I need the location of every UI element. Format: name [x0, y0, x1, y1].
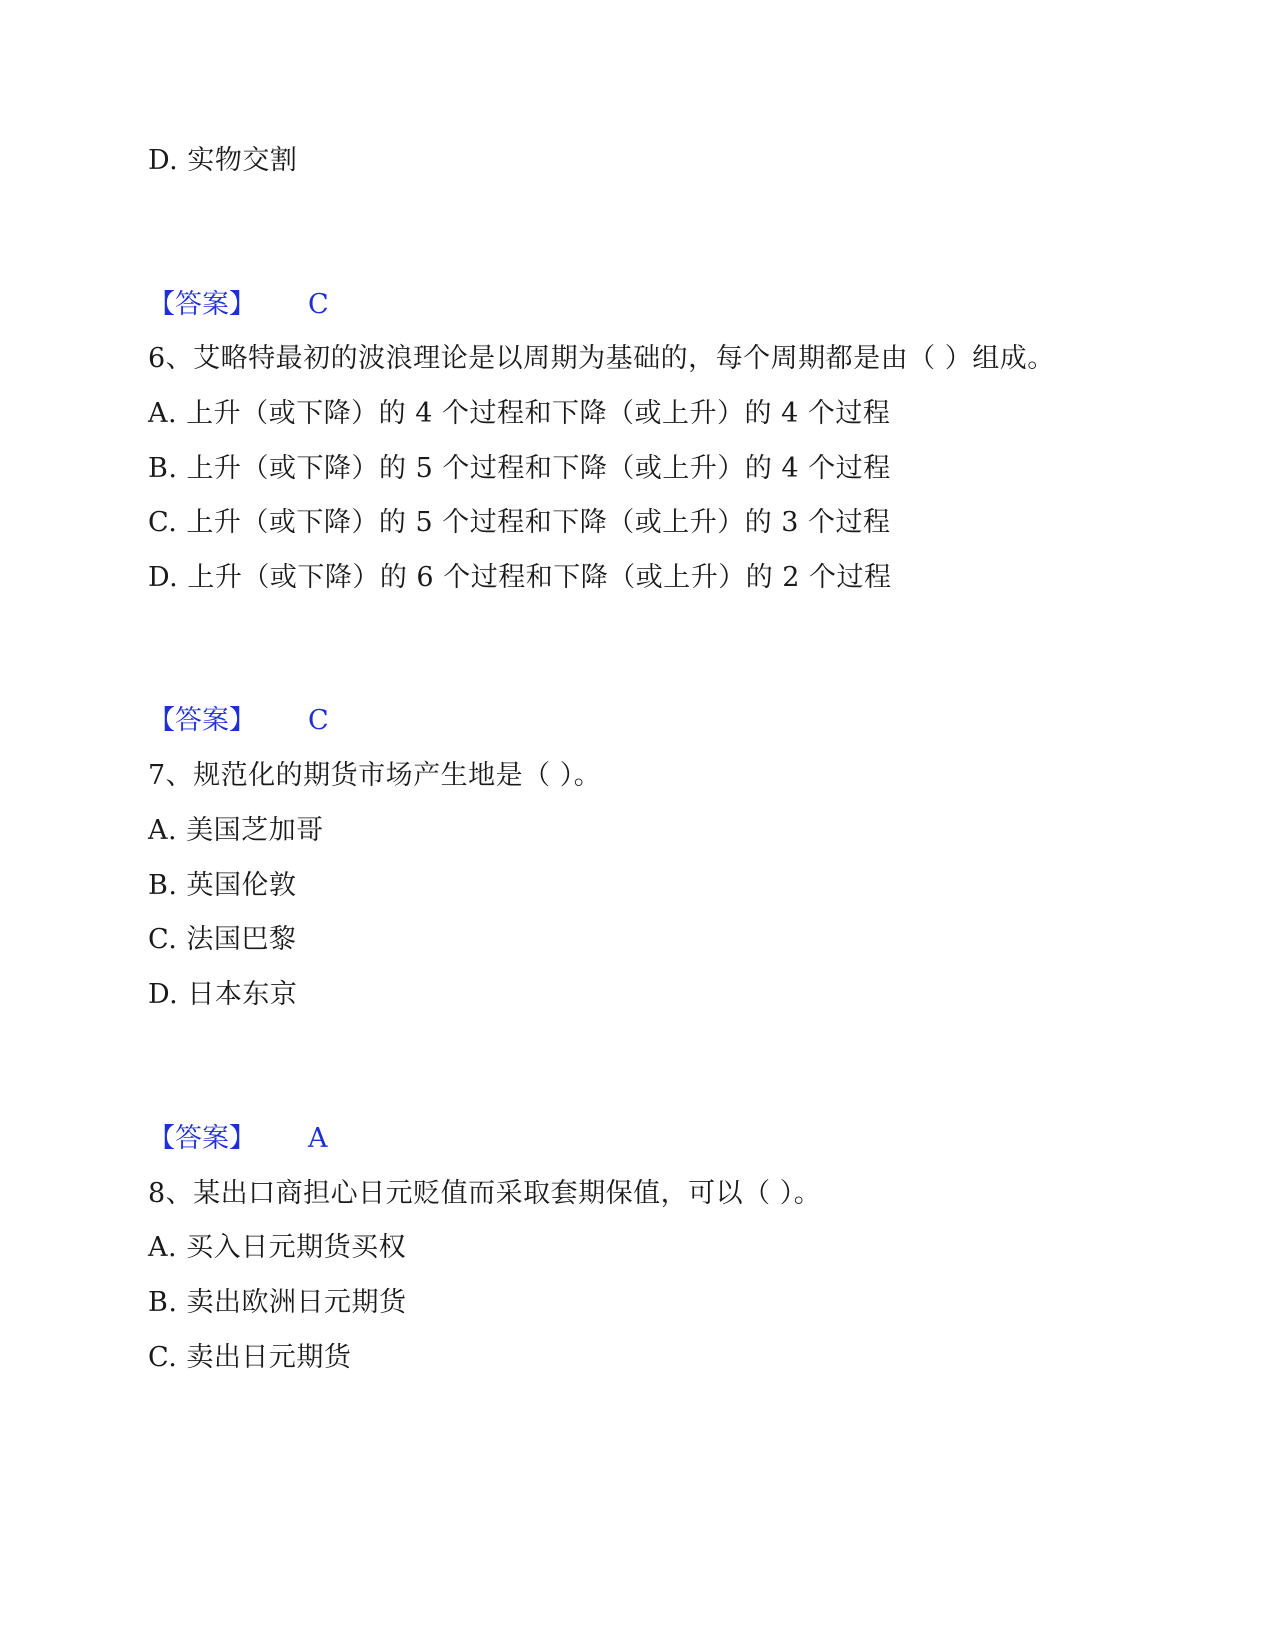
- question-8-option-a: A. 买入日元期货买权: [148, 1232, 407, 1263]
- question-7-option-c: C. 法国巴黎: [148, 924, 297, 955]
- question-7-stem: 7、规范化的期货市场产生地是（ ）。: [148, 760, 602, 791]
- answer-6: [148, 704, 329, 738]
- question-6-option-c: C. 上升（或下降）的 5 个过程和下降（或上升）的 3 个过程: [148, 507, 891, 538]
- question-7-option-b: B. 英国伦敦: [148, 870, 297, 901]
- question-6-option-d: D. 上升（或下降）的 6 个过程和下降（或上升）的 2 个过程: [148, 562, 892, 593]
- question-8-option-c: C. 卖出日元期货: [148, 1342, 352, 1373]
- answer-7: [148, 1122, 328, 1156]
- question-7-option-a: A. 美国芝加哥: [148, 815, 324, 846]
- question-8-option-b: B. 卖出欧洲日元期货: [148, 1287, 407, 1318]
- answer-label: 【答案】: [148, 289, 256, 320]
- question-6-stem: 6、艾略特最初的波浪理论是以周期为基础的，每个周期都是由（ ）组成。: [148, 343, 1055, 374]
- answer-value: A: [308, 1123, 328, 1154]
- answer-value: C: [308, 289, 329, 320]
- question-6-option-b: B. 上升（或下降）的 5 个过程和下降（或上升）的 4 个过程: [148, 453, 891, 484]
- question-7-option-d: D. 日本东京: [148, 979, 298, 1010]
- question-6-option-a: A. 上升（或下降）的 4 个过程和下降（或上升）的 4 个过程: [148, 398, 891, 429]
- answer-value: C: [308, 705, 329, 736]
- answer-5: [148, 288, 329, 322]
- question-8-stem: 8、某出口商担心日元贬值而采取套期保值，可以（ ）。: [148, 1178, 822, 1209]
- answer-label: 【答案】: [148, 1123, 256, 1154]
- answer-label: 【答案】: [148, 705, 256, 736]
- question-5-option-d: D. 实物交割: [148, 145, 298, 176]
